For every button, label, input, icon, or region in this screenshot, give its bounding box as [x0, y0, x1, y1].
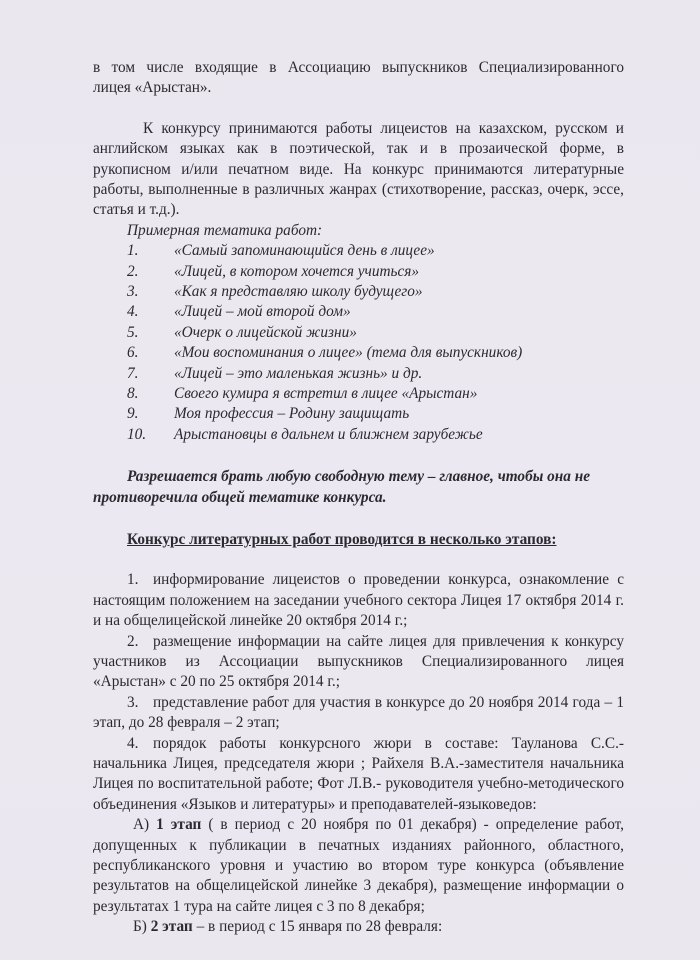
topic-number: 9.: [127, 405, 139, 423]
phase-a-text: ( в период с 20 ноября по 01 декабря) - определение работ, допущенных к публикации в печатных изданиях районного, областного, республиканского уровня и участию во втором туре конкурса (объявление результатов на общелицейской линейке 3 декабря), размещение информации о результатах 1 тура на сайте лицея с 3 по 8 декабря;: [93, 816, 625, 915]
phase-b-prefix: Б): [133, 918, 151, 936]
topic-number: 10.: [127, 425, 147, 443]
stage-number: 3.: [127, 693, 139, 711]
topic-item: [127, 384, 624, 404]
intro-line-1: в том числе входящие в Ассоциацию выпускников Специализированного: [93, 59, 624, 76]
topic-number: 3.: [127, 283, 139, 301]
topic-text: «Мои воспоминания о лицее» (тема для выпускников): [174, 344, 523, 362]
topic-item: [127, 343, 624, 363]
intro-line-2: лицея «Арыстан».: [93, 79, 212, 97]
topic-number: 2.: [127, 262, 139, 280]
stage-text: информирование лицеистов о проведении конкурса, ознакомление с настоящим положением на заседании учебного сектора Лицея 17 октября 2014 г. и на общелицейской линейке 20 октября 2014 г.;: [93, 571, 624, 630]
topics-list: [127, 241, 624, 445]
stages-heading: Конкурс литературных работ проводится в несколько этапов:: [127, 530, 557, 548]
topic-item: [127, 262, 624, 282]
spacer: [93, 508, 624, 530]
document-body: [93, 58, 624, 938]
stage-text: представление работ для участия в конкурсе до 20 ноября 2014 года – 1 этап, до 28 февраля – 2 этап;: [93, 693, 624, 732]
phase-b: [93, 917, 624, 937]
free-topic-note: Разрешается брать любую свободную тему – главное, чтобы она не противоречила общей тематике конкурса.: [93, 468, 591, 506]
topic-item: [127, 364, 624, 384]
topic-item: [127, 241, 624, 261]
phase-a-label: 1 этап: [156, 816, 202, 834]
phase-a-prefix: А): [133, 816, 157, 834]
stage-text: порядок работы конкурсного жюри в составе: Тауланова С.С.- начальника Лицея, председателя жюри ; Райхеля В.А.-заместителя начальника Лицея по воспитательной работе; Фот Л.В.- руководителя учебно-методического объединения «Языков и литературы» и преподавателей-языковедов:: [93, 734, 624, 813]
topic-text: «Самый запоминающийся день в лицее»: [174, 242, 435, 260]
topic-item: [127, 323, 624, 343]
topic-number: 5.: [127, 323, 139, 341]
spacer: [93, 445, 624, 467]
stage-item: [93, 734, 624, 816]
stage-item: [93, 693, 624, 734]
stage-item: [93, 570, 624, 631]
topic-text: «Лицей – это маленькая жизнь» и др.: [174, 364, 423, 382]
topic-number: 1.: [127, 242, 139, 260]
topic-item: [127, 282, 624, 302]
topics-heading: Примерная тематика работ:: [127, 221, 323, 239]
acceptance-paragraph: К конкурсу принимаются работы лицеистов на казахском, русском и английском языках как в поэтической, так и в прозаической форме, в рукописном и/или печатном виде. На конкурс принимаются литературные работы, выполненные в различных жанрах (стихотворение, рассказ, очерк, эссе, статья и т.д.).: [93, 119, 624, 219]
topic-text: Арыстановцы в дальнем и ближнем зарубежье: [174, 425, 483, 443]
topic-item: [127, 425, 624, 445]
stage-text: размещение информации на сайте лицея для привлечения к конкурсу участников из Ассоциации выпускников Специализированного лицея «Арыстан» с 20 по 25 октября 2014 г.;: [93, 632, 624, 691]
topic-item: [127, 404, 624, 424]
topic-number: 7.: [127, 364, 139, 382]
stage-number: 4.: [127, 734, 139, 752]
stage-number: 1.: [127, 571, 139, 589]
topic-item: [127, 302, 624, 322]
phase-b-text: – в период с 15 января по 28 февраля:: [192, 918, 443, 936]
topic-text: «Лицей, в котором хочется учиться»: [174, 262, 420, 280]
phase-b-label: 2 этап: [150, 918, 193, 936]
topic-number: 4.: [127, 303, 139, 321]
spacer: [93, 99, 624, 119]
topic-number: 8.: [127, 384, 139, 402]
topic-text: «Как я представляю школу будущего»: [174, 283, 423, 301]
phase-a: [93, 815, 624, 917]
topic-text: Своего кумира я встретил в лицее «Арыстан»: [174, 384, 478, 402]
spacer: [93, 550, 624, 570]
topic-text: «Лицей – мой второй дом»: [174, 303, 351, 321]
topic-text: «Очерк о лицейской жизни»: [174, 323, 357, 341]
stage-item: [93, 632, 624, 693]
stage-number: 2.: [127, 632, 139, 650]
topic-number: 6.: [127, 344, 139, 362]
topic-text: Моя профессия – Родину защищать: [174, 405, 410, 423]
